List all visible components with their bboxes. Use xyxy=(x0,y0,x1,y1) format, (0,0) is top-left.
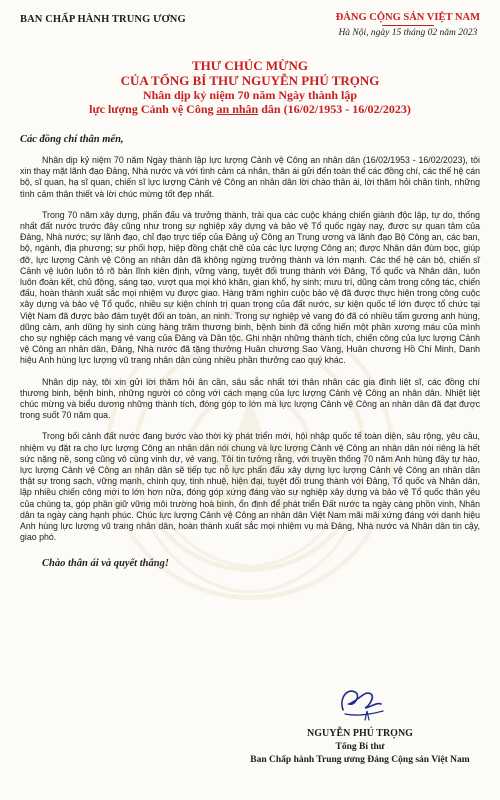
title-line-2: CỦA TỔNG BÍ THƯ NGUYỄN PHÚ TRỌNG xyxy=(120,73,380,88)
handwritten-signature-icon xyxy=(325,680,395,726)
title-line-1: THƯ CHÚC MỪNG xyxy=(191,58,309,73)
paragraph-1: Nhân dịp kỷ niệm 70 năm Ngày thành lập lực lượng Cảnh vệ Công an nhân dân (16/02/1953 - 16/02/2023), tôi xin thay mặt lãnh đạo Đảng, Nhà nước và với tình cảm cá nhân, thân ái gửi đến toàn thể các đồng chí, các thế hệ cán bộ, sĩ quan, hạ sĩ quan, chiến sĩ lực lượng Cảnh vệ Công an nhân dân lời chào thân ái, lời thăm hỏi chân tình, những tình cảm thân thiết và lời chúc mừng tốt đẹp nhất. xyxy=(20,155,481,199)
title-line-3: Nhân dịp kỷ niệm 70 năm Ngày thành lập xyxy=(142,88,358,102)
signature-block xyxy=(240,680,480,765)
signer-name: NGUYỄN PHÚ TRỌNG xyxy=(307,728,413,739)
party-heading-block xyxy=(336,12,480,38)
title-line-4 xyxy=(20,102,480,116)
signer-role: Tổng Bí thư xyxy=(335,742,385,752)
paragraph-3: Nhân dịp này, tôi xin gửi lời thăm hỏi ân cần, sâu sắc nhất tới thân nhân các gia đình liệt sĩ, các đồng chí thương binh, bệnh binh, những người có công với cách mạng của lực lượng Cảnh vệ Công an nhân dân. Nhiệt liệt chúc mừng và biểu dương những thành tích, đóng góp to lớn mà lực lượng Cảnh vệ Công an nhân dân đã đạt được trong suốt 70 năm qua. xyxy=(20,376,480,421)
header xyxy=(20,12,480,38)
title-line-4-part-b: dân (16/02/1953 - 16/02/2023) xyxy=(258,102,411,116)
issuer-heading: BAN CHẤP HÀNH TRUNG ƯƠNG xyxy=(20,14,186,25)
letter-title xyxy=(20,58,480,116)
signer-organization: Ban Chấp hành Trung ương Đảng Cộng sản Việt Nam xyxy=(250,755,470,765)
letter-date: Hà Nội, ngày 15 tháng 02 năm 2023 xyxy=(338,28,478,38)
closing-line: Chào thân ái và quyết thắng! xyxy=(42,557,169,569)
salutation: Các đồng chí thân mến, xyxy=(20,134,124,145)
paragraph-4: Trong bối cảnh đất nước đang bước vào thời kỳ phát triển mới, hội nhập quốc tế toàn diện, sâu rộng, yêu cầu, nhiệm vụ đặt ra cho lực lượng Công an nhân dân nói chung và lực lượng Cảnh vệ Công an nhân dân nói riêng là hết sức nặng nề, song cũng vô cùng vinh dự, vẻ vang. Tôi tin tưởng rằng, với truyền thống 70 năm Anh hùng đầy tự hào, lực lượng Cảnh vệ Công an nhân dân sẽ tiếp tục nỗ lực phấn đấu xây dựng lực lượng Cảnh vệ Công an nhân dân thật sự trong sạch, vững mạnh, chính quy, tinh nhuệ, hiện đại, tuyệt đối trung thành với Đảng, Tổ quốc và Nhân dân, lập nhiều chiến công mới to lớn hơn nữa, đóng góp xứng đáng vào sự nghiệp xây dựng và bảo vệ Tổ quốc thân yêu của chúng ta, góp phần giữ vững môi trường hoà bình, ổn định để phát triển Đất nước ta ngày càng phồn vinh, Nhân dân ta ngày càng hạnh phúc. Chúc lực lượng Cảnh vệ Công an nhân dân Việt Nam mãi mãi xứng đáng với danh hiệu Anh hùng lực lượng vũ trang nhân dân, hoàn thành xuất sắc mọi nhiệm vụ mà Đảng, Nhà nước và Nhân dân tin cậy, giao phó. xyxy=(20,431,480,543)
paragraph-2: Trong 70 năm xây dựng, phấn đấu và trưởng thành, trải qua các cuộc kháng chiến giành độc lập, tự do, thống nhất đất nước trước đây cũng như trong sự nghiệp xây dựng và bảo vệ Tổ quốc ngày nay, được sự quan tâm của Đảng, Nhà nước; sự lãnh đạo, chỉ đạo trực tiếp của Đảng uỷ Công an Trung ương và lãnh đạo Bộ Công an, các ban, bộ, ngành, địa phương; sự phối hợp, hiệp đồng chặt chẽ của các lực lượng Công an; được Nhân dân đùm bọc, giúp đỡ, lực lượng Cảnh vệ Công an nhân dân đã không ngừng trưởng thành và lớn mạnh. Các thế hệ cán bộ, chiến sĩ Cảnh vệ luôn luôn tỏ rõ bản lĩnh kiên định, vững vàng, tuyệt đối trung thành với Đảng, Tổ quốc và Nhân dân, luôn luôn đoàn kết, chủ động, sáng tạo, vượt qua mọi khó khăn, gian khổ, hy sinh; mưu trí, dũng cảm trong công tác, chiến đấu, hoàn thành xuất sắc mọi nhiệm vụ được giao. Hàng trăm nghìn cuộc bảo vệ đã được thực hiện trong công cuộc xây dựng và bảo vệ Tổ quốc, nhiều sự kiện chính trị quan trọng của đất nước, sự kiện quốc tế lớn được tổ chức tại Việt Nam đã được bảo đảm tuyệt đối an toàn, an ninh. Trong sự nghiệp vẻ vang đó đã có nhiều tấm gương anh hùng, dũng cảm, anh dũng hy sinh cùng hàng trăm thương binh, bệnh binh đã cống hiến một phần xương máu của mình cho sự nghiệp cách mạng vẻ vang của Đảng và Dân tộc. Ghi nhận những thành tích, chiến công của lực lượng Cảnh vệ Công an nhân dân, Đảng, Nhà nước đã tặng thưởng Huân chương Sao Vàng, Huân chương Hồ Chí Minh, Danh hiệu Anh hùng lực lượng vũ trang nhân dân cùng nhiều phần thưởng cao quý khác. xyxy=(20,209,480,366)
title-line-4-underlined: an nhân xyxy=(216,102,259,116)
title-line-4-part-a: lực lượng Cảnh vệ Công xyxy=(89,102,217,116)
party-name: ĐẢNG CỘNG SẢN VIỆT NAM xyxy=(335,12,480,23)
party-underline xyxy=(382,25,434,26)
